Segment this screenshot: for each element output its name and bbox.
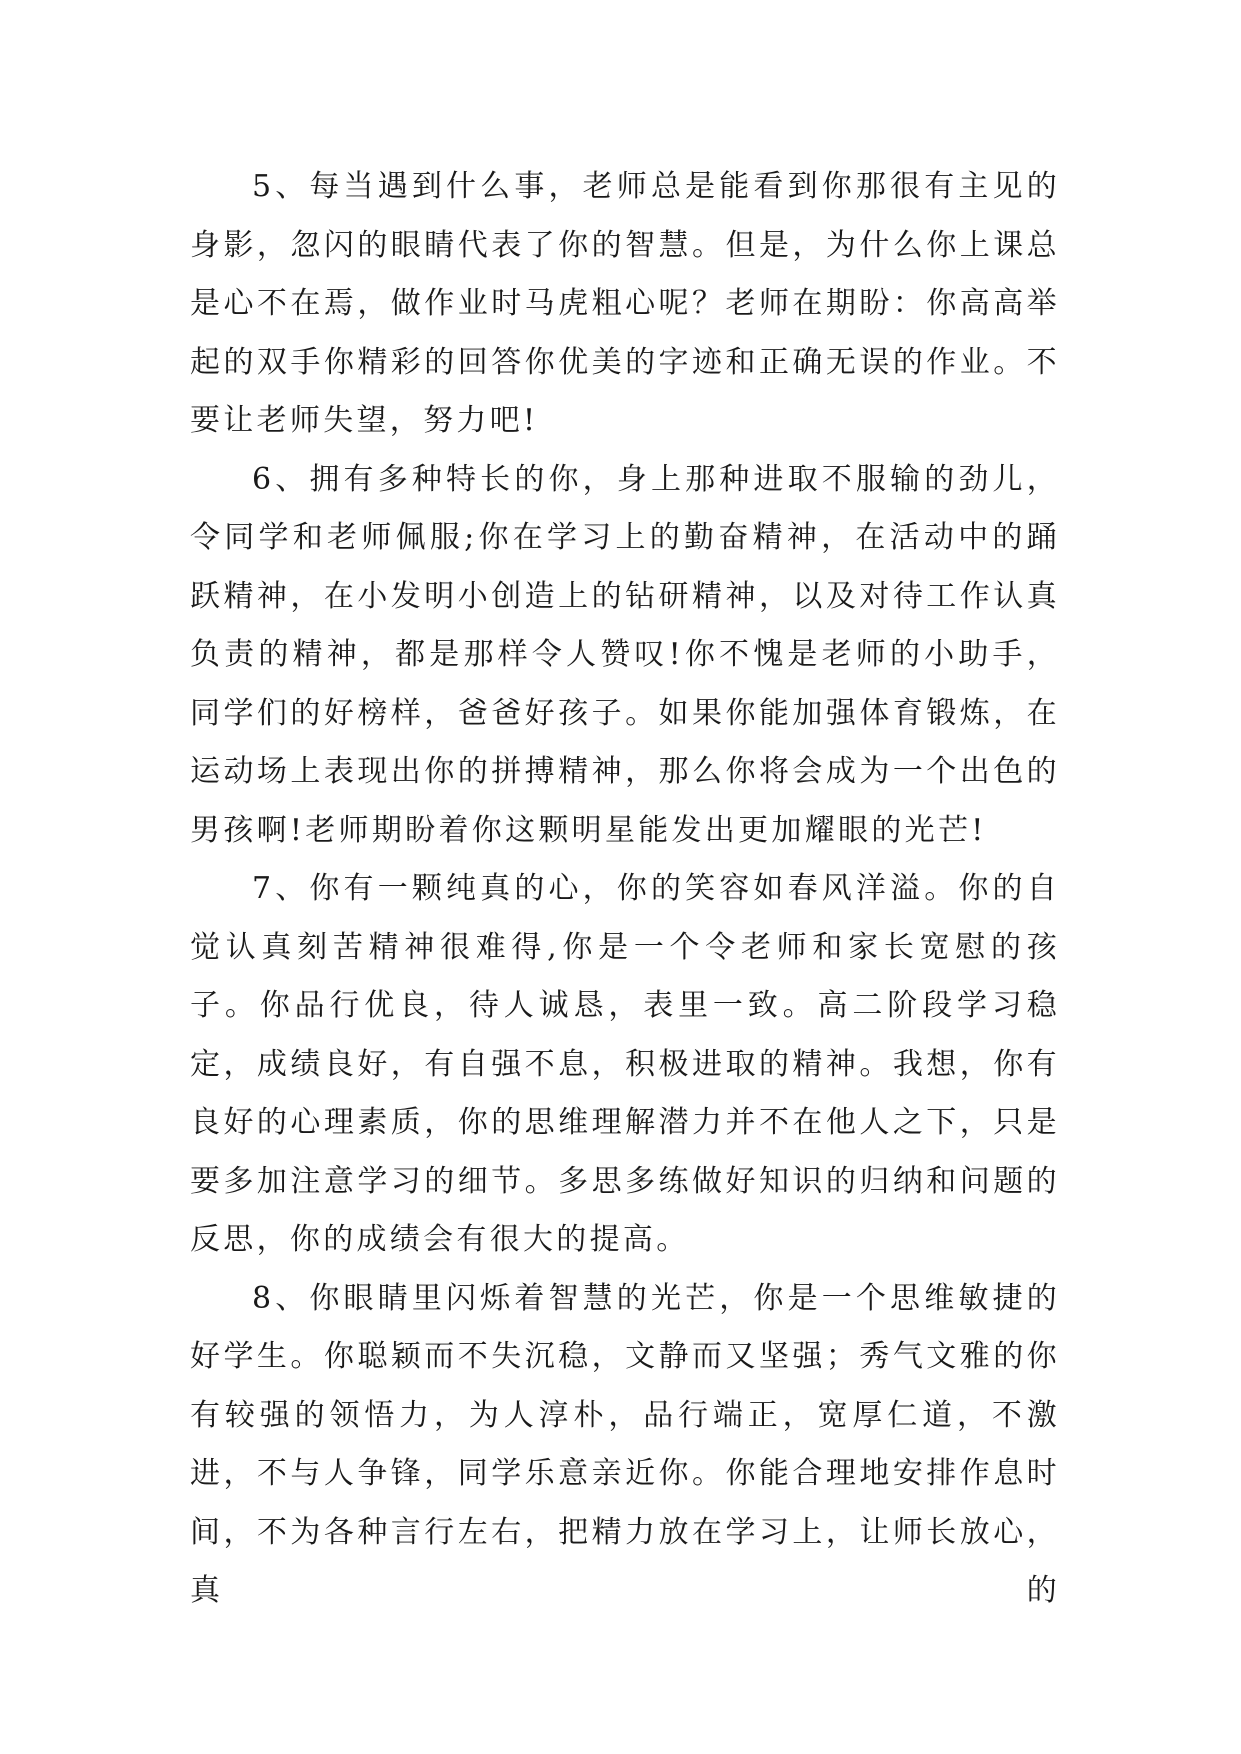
paragraph-7: 7、你有一颗纯真的心，你的笑容如春风洋溢。你的自觉认真刻苦精神很难得,你是一个令老师和家长宽慰的孩子。你品行优良，待人诚恳，表里一致。高二阶段学习稳定，成绩良好，有自强不息，积极进取的精神。我想，你有良好的心理素质，你的思维理解潜力并不在他人之下，只是要多加注意学习的细节。多思多练做好知识的归纳和问题的反思，你的成绩会有很大的提高。 (190, 871, 1060, 1257)
paragraph-6: 6、拥有多种特长的你，身上那种进取不服输的劲儿，令同学和老师佩服;你在学习上的勤奋精神，在活动中的踊跃精神，在小发明小创造上的钻研精神，以及对待工作认真负责的精神，都是那样令人赞叹!你不愧是老师的小助手，同学们的好榜样，爸爸好孩子。如果你能加强体育锻炼，在运动场上表现出你的拼搏精神，那么你将会成为一个出色的男孩啊!老师期盼着你这颗明星能发出更加耀眼的光芒! (190, 461, 1060, 848)
paragraph-5: 5、每当遇到什么事，老师总是能看到你那很有主见的身影，忽闪的眼睛代表了你的智慧。但是，为什么你上课总是心不在焉，做作业时马虎粗心呢？老师在期盼：你高高举起的双手你精彩的回答你优美的字迹和正确无误的作业。不要让老师失望，努力吧! (190, 169, 1060, 438)
document-body (190, 158, 1060, 1621)
paragraph-8: 8、你眼睛里闪烁着智慧的光芒，你是一个思维敏捷的好学生。你聪颖而不失沉稳，文静而又坚强；秀气文雅的你有较强的领悟力，为人淳朴，品行端正，宽厚仁道，不激进，不与人争锋，同学乐意亲近你。你能合理地安排作息时间，不为各种言行左右，把精力放在学习上，让师长放心，真的 (190, 1280, 1060, 1608)
